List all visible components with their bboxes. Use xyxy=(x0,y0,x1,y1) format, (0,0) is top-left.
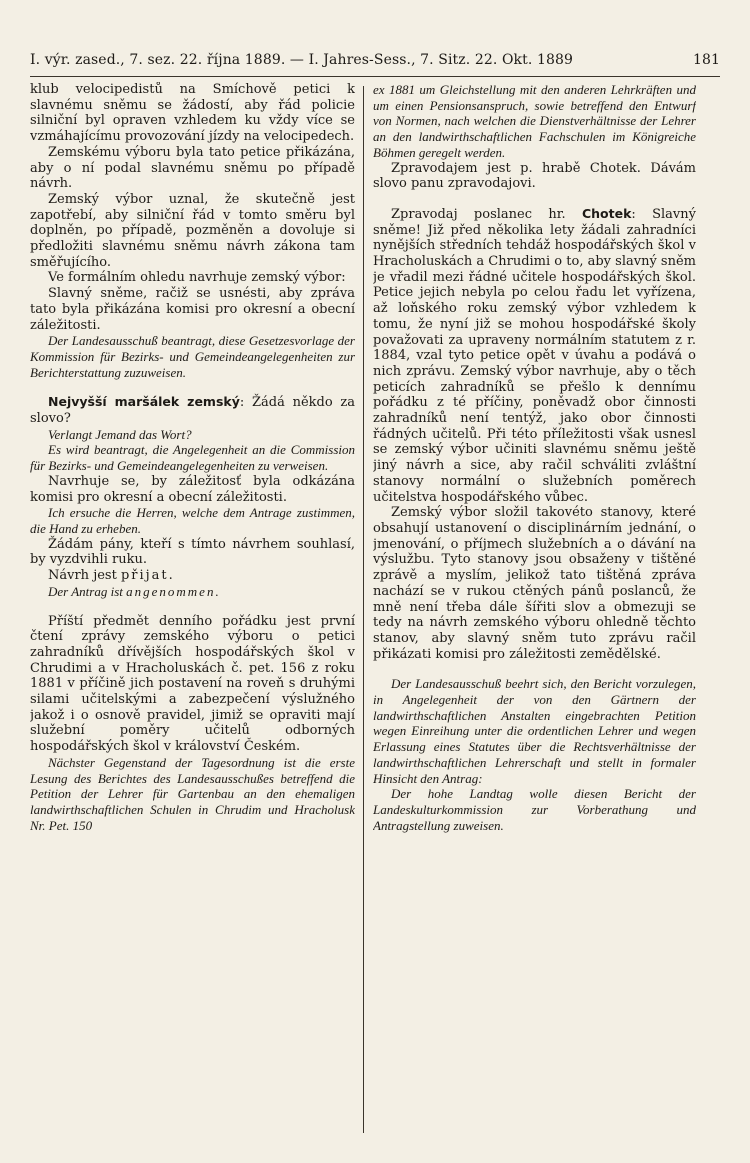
paragraph: Zemský výbor uznal, že skutečně jest zapotřebí, aby silniční řád v tomto směru byl doplněn, po případě, pozměněn a dovoluje si předložiti slavnému sněmu návrh zákona tam směřujícího. xyxy=(30,191,355,270)
paragraph-german: Der Landesausschuß beehrt sich, den Bericht vorzulegen, in Angelegenheit der von den Gärtnern der landwirthschaftlichen Anstalten eingebrachten Petition wegen Einreihung unter die ordentlichen Lehrer und wegen Erlassung eines Statutes über die Rechtsverhältnisse der landwirthschaftlichen Lehrerschaft und stellt in formaler Hinsicht den Antrag: xyxy=(373,676,696,786)
paragraph-german: Der hohe Landtag wolle diesen Bericht der Landeskulturkommission zur Vorberathung und Antragstellung zuweisen. xyxy=(373,786,696,833)
paragraph: Navrhuje se, by záležitosť byla odkázána komisi pro okresní a obecní záležitosti. xyxy=(30,473,355,505)
right-column xyxy=(373,82,696,1139)
vote-result: angenommen. xyxy=(126,583,221,599)
paragraph: Zpravodajem jest p. hrabě Chotek. Dávám slovo panu zpravodajovi. xyxy=(373,160,696,192)
speaker-text: : Slavný sněme! Již před několika lety žádali zahradníci nynějších středních tehdáž hospodářských škol v Hracholuskách a Chrudimi o to, aby slavný sněm je vřadil mezi řádné učitele hospodářských škol. Petice jejich nebyla po celou řadu let vyřízena, až loňského roku zemský výbor vzhledem k tomu, že nyní již se mohou hospodářské školy považovati za upraveny normálním statutem z r. 1884, vzal tyto petice opět v úvahu a podává o nich zprávu. Zemský výbor navrhuje, aby o těch peticích zahradníků se přešlo k dennímu pořádku z té příčiny, poněvadž obor činnosti zahradníků není tentýž, jako obor činnosti řádných učitelů. Při této příležitosti však usnesl se zemský výbor učiniti slavnému sněmu ještě jiný návrh a sice, aby račil schváliti zvláštní stanovy normální o služebních poměrech učitelstva hospodářského vůbec. xyxy=(373,206,696,505)
running-head: I. výr. zased., 7. sez. 22. října 1889. — I. Jahres-Sess., 7. Sitz. 22. Okt. 1889 xyxy=(30,52,573,68)
paragraph: Zemskému výboru byla tato petice přikázána, aby o ní podal slavnému sněmu po případě návrh. xyxy=(30,144,355,192)
paragraph-german: ex 1881 um Gleichstellung mit den anderen Lehrkräften und um einen Pensionsanspruch, sowie betreffend den Entwurf von Normen, nach welchen die Dienstverhältnisse der Lehrer an den landwirthschaftlichen Fachschulen im Königreiche Böhmen geregelt werden. xyxy=(373,82,696,160)
speaker-name: Nejvyšší maršálek zemský xyxy=(48,394,240,410)
vote-text: Návrh jest xyxy=(48,568,121,584)
page-number: 181 xyxy=(692,52,720,68)
paragraph: klub velocipedistů na Smíchově petici k slavnému sněmu se žádostí, aby řád policie silniční byl opraven vzhledem ku vždy více se vzmáhajícímu provozování jízdy na velocipedech. xyxy=(30,82,355,145)
vote-text: Der Antrag ist xyxy=(48,583,127,599)
speaker-paragraph xyxy=(30,394,355,426)
speaker-intro: Zpravodaj poslanec hr. xyxy=(391,206,582,222)
paragraph xyxy=(30,568,355,584)
paragraph-german xyxy=(30,584,355,600)
paragraph-german: Es wird beantragt, die Angelegenheit an die Commission für Bezirks- und Gemeindeangelegenheiten zu verweisen. xyxy=(30,442,355,474)
paragraph-german: Der Landesausschuß beantragt, diese Gesetzesvorlage der Kommission für Bezirks- und Gemeindeangelegenheiten zur Berichterstattung zuzuweisen. xyxy=(30,333,355,380)
paragraph: Zemský výbor složil takovéto stanovy, které obsahují ustanovení o disciplinárním jednání, o jmenování, o příjmech služebních a o dávání na výslužbu. Tyto stanovy jsou obsaženy v tištěné zprávě a myslím, jelikož tato tištěná zpráva nachází se v rukou ctěných pánů poslanců, že mně není třeba dále šířiti slov a obmezuji se tedy na návrh zemského výboru ohledně těchto stanov, aby slavný sněm tuto zprávu račil přikázati komisi pro záležitosti zemědělské. xyxy=(373,505,696,662)
paragraph-german: Verlangt Jemand das Wort? xyxy=(48,426,192,442)
speaker-text: : Žádá někdo za slovo? xyxy=(30,395,355,427)
paragraph-german: Ich ersuche die Herren, welche dem Antrage zustimmen, die Hand zu erheben. xyxy=(30,505,355,536)
speaker-name: Chotek xyxy=(581,205,632,221)
paragraph-german: Nächster Gegenstand der Tagesordnung ist die erste Lesung des Berichtes des Landesausschußes betreffend die Petition der Lehrer für Gartenbau an den ehemaligen landwirthschaftlichen Schulen in Chrudim und Hracholusk Nr. Pet. 150 xyxy=(30,754,355,833)
paragraph: Žádám pány, kteří s tímto návrhem souhlasí, by vyzdvihli ruku. xyxy=(30,536,355,568)
vote-result: přijat. xyxy=(120,568,175,584)
paragraph: Ve formálním ohledu navrhuje zemský výbor: xyxy=(48,270,346,286)
left-column xyxy=(30,82,355,1139)
column-divider xyxy=(363,86,364,1133)
paragraph: Příští předmět denního pořádku jest první čtení zprávy zemského výboru o petici zahradníků dřívějších hospodářských škol v Chrudimi a v Hracholuskách č. pet. 156 z roku 1881 v příčině jich postavení na roveň s druhými silami učitelskými a zabezpečení výslužného jakož i o osnově pravidel, jimiž se opraviti mají služební poměry učitelů odborných hospodářských škol v království Českém. xyxy=(30,613,355,755)
speaker-paragraph xyxy=(373,206,696,505)
paragraph: Slavný sněme, račiž se usnésti, aby zpráva tato byla přikázána komisi pro okresní a obecní záležitosti. xyxy=(30,286,355,333)
page-header xyxy=(30,44,720,77)
